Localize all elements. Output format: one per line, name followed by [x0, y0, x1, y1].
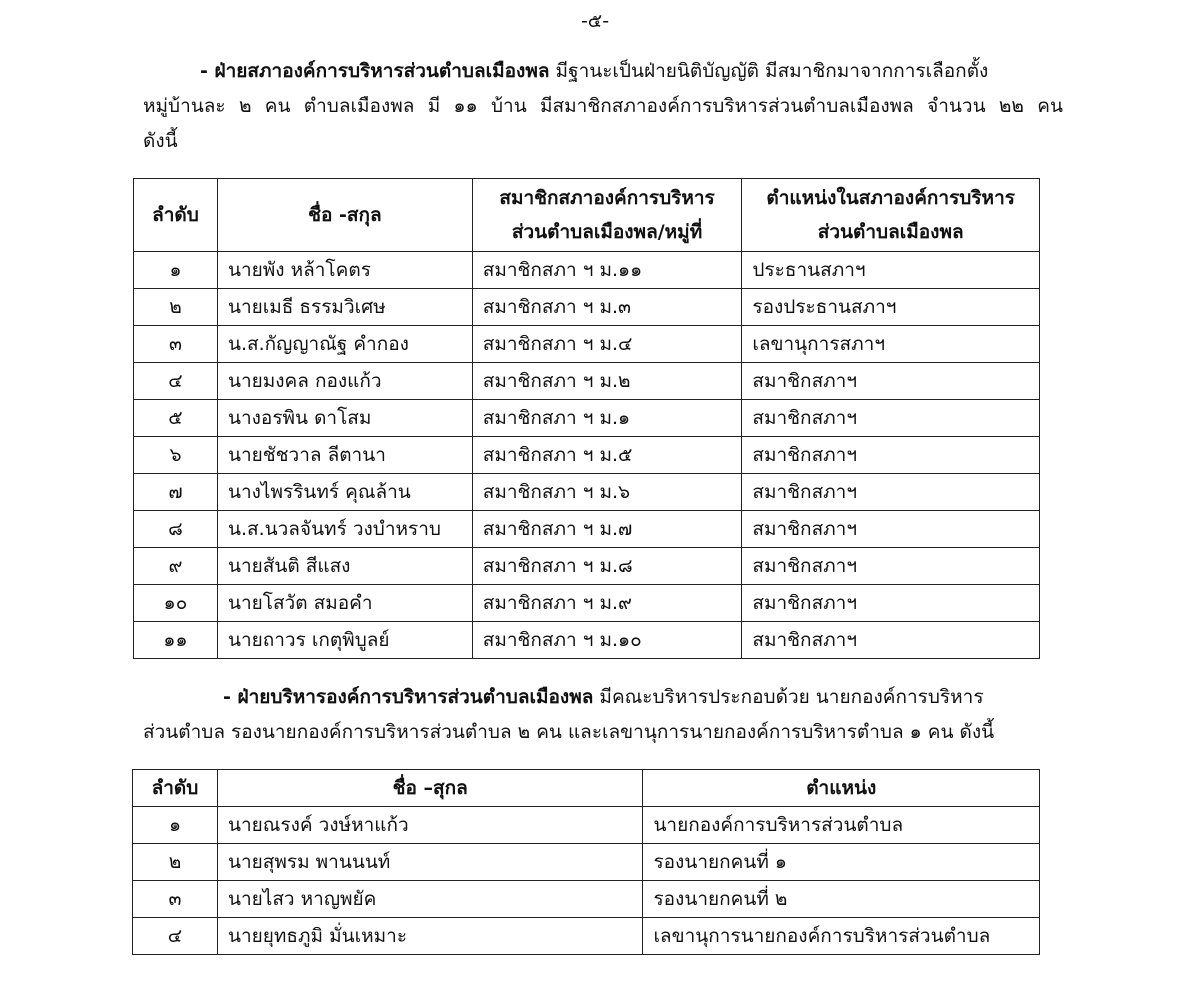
cell-member-village: สมาชิกสภา ฯ ม.๕ [472, 437, 742, 474]
cell-order: ๗ [134, 474, 218, 511]
paragraph-word: ๒ [238, 95, 252, 117]
cell-name: นายสันติ สีแสง [217, 548, 472, 585]
cell-name: นายเมธี ธรรมวิเศษ [217, 289, 472, 326]
table-header-row [134, 179, 1040, 252]
council-paragraph-line-3: ดังนี้ [143, 130, 178, 152]
cell-position: สมาชิกสภาฯ [742, 363, 1040, 400]
header-order: ลำดับ [133, 770, 218, 807]
paragraph-word: หมู่บ้านละ [143, 95, 226, 117]
council-paragraph [143, 54, 1063, 159]
cell-member-village: สมาชิกสภา ฯ ม.๙ [472, 585, 742, 622]
cell-member-village: สมาชิกสภา ฯ ม.๔ [472, 326, 742, 363]
cell-position: ประธานสภาฯ [742, 252, 1040, 289]
cell-name: นายโสวัต สมอคำ [217, 585, 472, 622]
cell-order: ๙ [134, 548, 218, 585]
cell-order: ๒ [134, 289, 218, 326]
header-name: ชื่อ –สุกล [217, 770, 642, 807]
header-position: ตำแหน่ง [643, 770, 1040, 807]
cell-name: น.ส.นวลจันทร์ วงบำหราบ [217, 511, 472, 548]
paragraph-word: ๑๑ [453, 95, 478, 117]
cell-member-village: สมาชิกสภา ฯ ม.๗ [472, 511, 742, 548]
table-row [134, 289, 1040, 326]
cell-member-village: สมาชิกสภา ฯ ม.๖ [472, 474, 742, 511]
header-council-position [742, 179, 1040, 252]
cell-name: นายไสว หาญพยัค [217, 881, 642, 918]
cell-member-village: สมาชิกสภา ฯ ม.๑๑ [472, 252, 742, 289]
executive-paragraph [143, 680, 1063, 750]
table-row [134, 252, 1040, 289]
cell-order: ๕ [134, 400, 218, 437]
cell-order: ๓ [134, 326, 218, 363]
header-order: ลำดับ [134, 179, 218, 252]
table-row [134, 437, 1040, 474]
table-row [134, 326, 1040, 363]
table-row [133, 918, 1040, 955]
council-paragraph-text: มีฐานะเป็นฝ่ายนิติบัญญัติ มีสมาชิกมาจากการเลือกตั้ง [549, 60, 989, 82]
header-member-village [472, 179, 742, 252]
header-line: ส่วนตำบลเมืองพล [817, 221, 964, 243]
cell-position: สมาชิกสภาฯ [742, 437, 1040, 474]
table-row [134, 511, 1040, 548]
executive-paragraph-text: มีคณะบริหารประกอบด้วย นายกองค์การบริหาร [593, 686, 984, 708]
cell-name: น.ส.กัญญาณัฐ คำกอง [217, 326, 472, 363]
cell-position: สมาชิกสภาฯ [742, 622, 1040, 659]
cell-name: นายยุทธภูมิ มั่นเหมาะ [217, 918, 642, 955]
council-section-heading: - ฝ่ายสภาองค์การบริหารส่วนตำบลเมืองพล [200, 60, 550, 82]
cell-name: นายพัง หล้าโคตร [217, 252, 472, 289]
table-row [133, 881, 1040, 918]
paragraph-word: คน [1037, 95, 1063, 117]
header-line: ส่วนตำบลเมืองพล/หมู่ที่ [511, 221, 703, 243]
cell-name: นายมงคล กองแก้ว [217, 363, 472, 400]
cell-name: นายชัชวาล ลีตานา [217, 437, 472, 474]
table-row [134, 400, 1040, 437]
paragraph-word: คน [264, 95, 291, 117]
cell-member-village: สมาชิกสภา ฯ ม.๘ [472, 548, 742, 585]
cell-position: เลขานุการสภาฯ [742, 326, 1040, 363]
cell-name: นายสุพรม พานนนท์ [217, 844, 642, 881]
executive-section-heading: - ฝ่ายบริหารองค์การบริหารส่วนตำบลเมืองพล [223, 686, 594, 708]
table-header-row [133, 770, 1040, 807]
council-paragraph-line-1 [143, 54, 1063, 89]
cell-order: ๑๑ [134, 622, 218, 659]
header-line: สมาชิกสภาองค์การบริหาร [499, 187, 715, 209]
paragraph-word: ตำบลเมืองพล [303, 95, 415, 117]
table-row [134, 548, 1040, 585]
cell-order: ๔ [133, 918, 218, 955]
cell-order: ๘ [134, 511, 218, 548]
cell-member-village: สมาชิกสภา ฯ ม.๒ [472, 363, 742, 400]
cell-order: ๑๐ [134, 585, 218, 622]
cell-name: นายถาวร เกตุพิบูลย์ [217, 622, 472, 659]
cell-position: สมาชิกสภาฯ [742, 511, 1040, 548]
executive-table [132, 769, 1040, 955]
cell-name: นางไพรรินทร์ คุณล้าน [217, 474, 472, 511]
cell-position: นายกองค์การบริหารส่วนตำบล [643, 807, 1040, 844]
cell-order: ๖ [134, 437, 218, 474]
table-row [134, 585, 1040, 622]
cell-name: นางอรพิน ดาโสม [217, 400, 472, 437]
paragraph-word: ๒๒ [998, 95, 1024, 117]
council-paragraph-line-2 [143, 89, 1063, 124]
cell-order: ๑ [133, 807, 218, 844]
cell-position: สมาชิกสภาฯ [742, 474, 1040, 511]
cell-order: ๓ [133, 881, 218, 918]
cell-position: รองนายกคนที่ ๒ [643, 881, 1040, 918]
cell-member-village: สมาชิกสภา ฯ ม.๓ [472, 289, 742, 326]
table-row [134, 474, 1040, 511]
cell-position: สมาชิกสภาฯ [742, 400, 1040, 437]
paragraph-word: จำนวน [927, 95, 986, 117]
cell-position: สมาชิกสภาฯ [742, 585, 1040, 622]
header-line: ตำแหน่งในสภาองค์การบริหาร [766, 187, 1015, 209]
cell-position: รองนายกคนที่ ๑ [643, 844, 1040, 881]
header-name: ชื่อ -สกุล [217, 179, 472, 252]
table-row [134, 622, 1040, 659]
cell-order: ๑ [134, 252, 218, 289]
table-row [133, 844, 1040, 881]
cell-order: ๔ [134, 363, 218, 400]
table-row [133, 807, 1040, 844]
cell-order: ๒ [133, 844, 218, 881]
cell-position: สมาชิกสภาฯ [742, 548, 1040, 585]
executive-paragraph-line-1 [143, 680, 1063, 715]
council-members-table [133, 178, 1040, 659]
page-number: -๕- [580, 10, 610, 32]
cell-member-village: สมาชิกสภา ฯ ม.๑ [472, 400, 742, 437]
paragraph-word: มีสมาชิกสภาองค์การบริหารส่วนตำบลเมืองพล [540, 95, 914, 117]
executive-paragraph-line-2: ส่วนตำบล รองนายกองค์การบริหารส่วนตำบล ๒ คน และเลขานุการนายกองค์การบริหารตำบล ๑ คน ดังนี้ [143, 721, 995, 743]
paragraph-word: บ้าน [490, 95, 527, 117]
cell-name: นายณรงค์ วงษ์หาแก้ว [217, 807, 642, 844]
cell-position: เลขานุการนายกองค์การบริหารส่วนตำบล [643, 918, 1040, 955]
table-row [134, 363, 1040, 400]
cell-position: รองประธานสภาฯ [742, 289, 1040, 326]
cell-member-village: สมาชิกสภา ฯ ม.๑๐ [472, 622, 742, 659]
paragraph-word: มี [427, 95, 441, 117]
